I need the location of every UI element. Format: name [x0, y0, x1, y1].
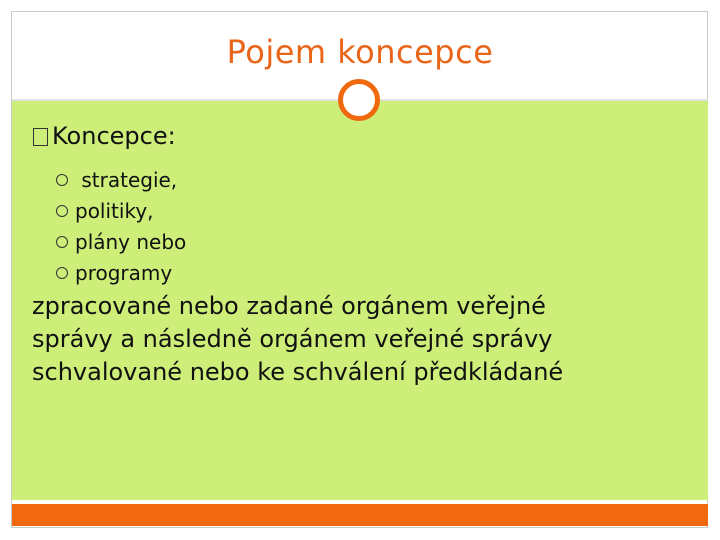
paragraph-line: správy a následně orgánem veřejné správy — [32, 325, 553, 353]
ring-icon — [56, 267, 68, 279]
bullet-list — [56, 164, 186, 288]
ring-icon — [56, 174, 68, 186]
list-item-label: politiky, — [75, 198, 154, 223]
ring-icon — [56, 205, 68, 217]
ring-icon — [56, 236, 68, 248]
list-item — [56, 257, 186, 288]
list-item — [56, 164, 186, 195]
list-item-label: plány nebo — [75, 229, 187, 254]
paragraph-line: zpracované nebo zadané orgánem veřejné — [32, 292, 546, 320]
slide-title: Pojem koncepce — [226, 33, 494, 71]
body-paragraph — [32, 290, 692, 389]
footer-bar — [12, 504, 708, 526]
paragraph-line: schvalované nebo ke schválení předkládané — [32, 358, 564, 386]
list-item-label: programy — [75, 260, 173, 285]
heading-label: Koncepce: — [52, 122, 176, 150]
square-icon — [33, 128, 48, 146]
section-heading — [33, 122, 176, 150]
circle-icon — [338, 79, 380, 121]
list-item — [56, 195, 186, 226]
list-item-label: strategie, — [75, 167, 178, 192]
list-item — [56, 226, 186, 257]
